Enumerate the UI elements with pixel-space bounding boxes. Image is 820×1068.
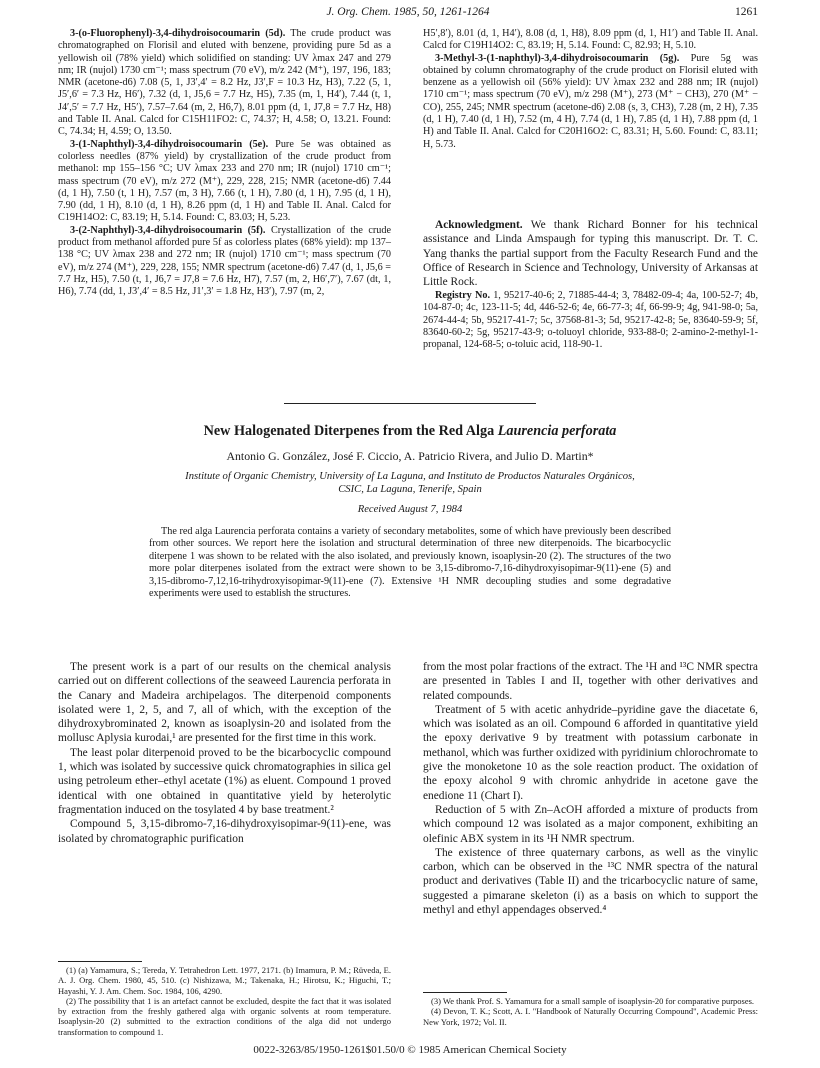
footnote: (4) Devon, T. K.; Scott, A. I. "Handbook of Naturally Occurring Compound", Academic Press: New York, 1972; Vol. II. [423,1006,758,1027]
affiliation-line: Institute of Organic Chemistry, University of La Laguna, and Instituto de Productos Naturales Orgánicos, [185,471,635,482]
paragraph-5d [58,28,391,139]
paragraph-text: H5′,8′), 8.01 (d, 1, H4′), 8.08 (d, 1, H8), 8.09 ppm (d, 1, H1′) and Table II. Anal. Calcd for C19H14O2: C, 83.19; H, 5.14. Found: C, 82.93; H, 5.10. [423,28,758,52]
paragraph-text: Pure 5e was obtained as colorless needles (87% yield) by crystallization of the crude product from methanol: mp 155–156 °C; UV λmax 233 and 270 nm; IR (nujol) 1710 cm⁻¹; mass spectrum (70 eV), m/z 272 (M⁺), 229, 228, 215; NMR (acetone-d6) 7.44 (d, 1 H), 7.50 (t, 1 H), 7.57 (m, 3 H), 7.66 (t, 1 H), 7.80 (d, 1 H), 7.95 (d, 1 H), 7.90 (dd, 1 H), 8.10 (d, 1 H), 8.26 ppm (d, 1 H) and Table II. Anal. Calcd for C19H14O2: C, 83.19; H, 5.14. Found: C, 83.03; H, 5.23. [58,138,391,224]
body-left-column [58,660,391,846]
body-right-column [423,660,758,917]
footnote: (1) (a) Yamamura, S.; Tereda, Y. Tetrahedron Lett. 1977, 2171. (b) Imamura, P. M.; Rüveda, E. A. J. Org. Chem. 1980, 45, 510. (c) Nishizawa, M.; Takenaka, H.; Hirotsu, K.; Higuchi, T.; Hayashi, Y. J. Am. Chem. Soc. 1984, 106, 4290. [58,965,391,996]
registry-text: 1, 95217-40-6; 2, 71885-44-4; 3, 78482-09-4; 4a, 100-52-7; 4b, 104-87-0; 4c, 123-11-5; 4d, 446-52-6; 4e, 66-77-3; 4f, 66-99-9; 4g, 941-98-0; 5a, 2674-44-4; 5b, 95217-41-7; 5c, 37568-81-3; 5d, 95217-42-8; 5e, 83640-59-9; 5f, 83640-60-2; 5g, 95217-43-9; o-toluoyl chloride, 933-88-0; 2-amino-2-methyl-1-propanal, 124-68-5; o-toluic acid, 118-90-1. [423,290,759,351]
body-paragraph: The least polar diterpenoid proved to be the bicarbocyclic compound 1, which was isolated by successive quick chromatographies in silica gel using petroleum ether–ethyl acetate (1%) as eluent. Compound 1 proved identical with one obtained in quantitative yield by heterolytic fragmentation induced on the tosylated 4 by base treatment.² [58,746,391,816]
footnote-rule [58,961,142,962]
compound-heading: 3-(o-Fluorophenyl)-3,4-dihydroisocoumarin (5d). [70,28,286,39]
paragraph-5g [423,53,758,151]
body-paragraph: Reduction of 5 with Zn–AcOH afforded a mixture of products from which compound 12 was isolated as a major component, exhibiting an olefinic ABX system in its ¹H NMR spectrum. [423,803,758,845]
title-species: Laurencia perforata [497,423,617,439]
registry-heading: Registry No. [435,290,490,301]
prev-article-left-column [58,28,391,299]
body-paragraph: Treatment of 5 with acetic anhydride–pyridine gave the diacetate 6, which was isolated as an oil. Compound 6 afforded in quantitative yield the epoxy derivative 9 by treatment with potassium carbonate in methanol, which was further oxidized with pyridinium chlorochromate to give the monoketone 10 as the sole reaction product. The oxidation of the epoxy alcohol 9 with chromic anhydride in acetone gave the enedione 11 (Chart I). [423,703,758,802]
footnote-rule [423,992,507,993]
title-text: New Halogenated Diterpenes from the Red Alga [203,423,498,439]
journal-citation: J. Org. Chem. 1985, 50, 1261-1264 [326,6,490,18]
running-header [58,6,758,22]
affiliation-line: CSIC, La Laguna, Tenerife, Spain [338,484,482,495]
footnotes-left [58,965,391,1037]
acknowledgment-text: We thank Richard Bonner for his technical assistance and Linda Amspaugh for typing this manuscript. Dr. T. C. Yang thanks the partial support from the Faculty Research Fund and the Office of Research in Science and Technology, University of Arkansas at Little Rock. [423,219,758,289]
body-paragraph: from the most polar fractions of the extract. The ¹H and ¹³C NMR spectra are presented in Tables I and II, together with other derivatives and related compounds. [423,661,758,702]
footnote: (3) We thank Prof. S. Yamamura for a small sample of isoaplysin-20 for comparative purposes. [431,996,755,1006]
compound-heading: 3-(2-Naphthyl)-3,4-dihydroisocoumarin (5f). [70,224,266,236]
body-paragraph: The existence of three quaternary carbons, as well as the vinylic carbon, which can be observed in the ¹³C NMR spectra of the natural product and derivatives (Table II) and the tricarbocyclic nature of same, suggested a pimarane skeleton (i) as a basis on which to support the methyl and ethyl appendages observed.⁴ [423,846,758,917]
body-paragraph: The present work is a part of our results on the chemical analysis carried out on different collections of the seaweed Laurencia perforata in the Canary and Madeira archipelagos. The diterpenoid components isolated were 1, 2, 5, and 7, all of which, with the exception of the dihydroxybrominated 2, known as isoaplysin-20 and isolated from the mollusc Aplysia kurodai,¹ are presented for the first time in this work. [58,661,391,745]
author-list: Antonio G. González, José F. Ciccio, A. Patricio Rivera, and Julio D. Martin* [226,449,594,463]
footnote: (2) The possibility that 1 is an artefact cannot be excluded, despite the fact that it was isolated by extraction from the freshly gathered alga with organic solvents at room temperature. Isoaplysin-20 (2) submitted to the extraction conditions of the alga did not undergo transformation to compound 1. [58,995,391,1037]
acknowledgment [423,218,758,289]
acknowledgment-section [423,218,758,289]
abstract [149,526,671,600]
affiliation [150,470,670,496]
article-divider [284,403,536,404]
received-date: Received August 7, 1984 [357,504,463,515]
compound-heading: 3-Methyl-3-(1-naphthyl)-3,4-dihydroisocoumarin (5g). [435,52,680,64]
compound-heading: 3-(1-Naphthyl)-3,4-dihydroisocoumarin (5e). [70,138,269,150]
body-paragraph: Compound 5, 3,15-dibromo-7,16-dihydroxyisopimar-9(11)-ene, was isolated by chromatographic purification [58,818,391,845]
copyright-footer: 0022-3263/85/1950-1261$01.50/0 © 1985 American Chemical Society [253,1044,567,1056]
abstract-text: The red alga Laurencia perforata contains a variety of secondary metabolites, some of which have previously been described from other sources. We report here the isolation and structural determination of three new diterpenoids. The bicarbocyclic diterpene 1 was shown to be related with the also isolated, and previously known, isoaplysin-20 (2). The structures of the two more polar diterpenes isolated from the extract were shown to be 3,15-dibromo-7,16-dihydroxyisopimar-9(11)-ene (5) and 3,15-dibromo-7,12,16-trihydroxyisopimar-9(11)-ene (7). Extensive ¹H NMR decoupling studies and some degradative experiments were used to establish the structures. [149,526,671,600]
paragraph-5e [58,139,391,225]
registry-section [423,290,758,351]
paragraph-text: Crystallization of the crude product from methanol afforded pure 5f as colorless plates (68% yield): mp 137–138 °C; UV λmax 238 and 272 nm; IR (nujol) 1710 cm⁻¹; mass spectrum (70 eV), m/z 274 (M⁺), 229, 228, 155; NMR spectrum (acetone-d6) 7.47 (d, 1, J5,6 = 7.7 Hz, H5), 7.50 (t, 1, J6,7 = J7,8 = 7.6 Hz, H7), 7.57 (m, 2, H6′,7′), 7.67 (dt, 1, H6), 7.74 (dd, 1, J3′,4′ = 8.5 Hz, J1′,3′ = 1.8 Hz, H3′), 7.97 (m, 2, [58,224,391,298]
paragraph-5f-cont [423,28,758,53]
footnotes-right [423,996,758,1027]
paragraph-text: Pure 5g was obtained by column chromatography of the crude product on Florisil eluted with benzene as a yellowish oil (56% yield): UV λmax 232 and 288 nm; IR (nujol) 1710 cm⁻¹; mass spectrum (70 eV), m/z 298 (M⁺), 273 (M⁺ − CH3), 270 (M⁺ − CO), 255, 245; NMR spectrum (acetone-d6) 2.08 (s, 3, CH3), 7.28 (m, 2 H), 7.35 (d, 1 H), 7.40 (d, 1 H), 7.52 (m, 4 H), 7.74 (d, 1 H), 7.85 (d, 1 H), 7.88 ppm (d, 1 H) and Table II. Anal. Calcd for C20H16O2: C, 83.31; H, 5.60. Found: C, 83.11; H, 5.73. [423,52,758,150]
paragraph-5f [58,225,391,299]
acknowledgment-heading: Acknowledgment. [435,219,523,231]
registry-numbers [423,290,758,351]
article-title [0,423,820,440]
prev-article-right-column [423,28,758,151]
page-number: 1261 [735,6,758,18]
paragraph-text: The crude product was chromatographed on Florisil and eluted with benzene, providing pure 5d as a yellowish oil (78% yield) which solidified on standing: UV λmax 247 and 279 nm; IR (nujol) 1730 cm⁻¹; mass spectrum (70 eV), m/z 242 (M⁺), 197, 196, 183; NMR (acetone-d6) 7.08 (5, 1, J3′,4′ = 8.2 Hz, J3′,F = 10.3 Hz, H3), 7.22 (5, 1, J5′,6′ = 7.3 Hz, H6′), 7.32 (d, 1, J5,6 = 7.7 Hz, H5), 7.35 (m, 1, H4′), 7.44 (t, 1, J4′,5′ = 7.7 Hz, H5′), 7.57–7.64 (m, 2, H6,7), 8.01 ppm (d, 1, J7,8 = 7.7 Hz, H8) and Table II. Anal. Calcd for C15H11FO2: C, 74.37; H, 4.58; O, 13.21. Found: C, 74.34; H, 4.59; O, 13.50. [58,28,391,138]
